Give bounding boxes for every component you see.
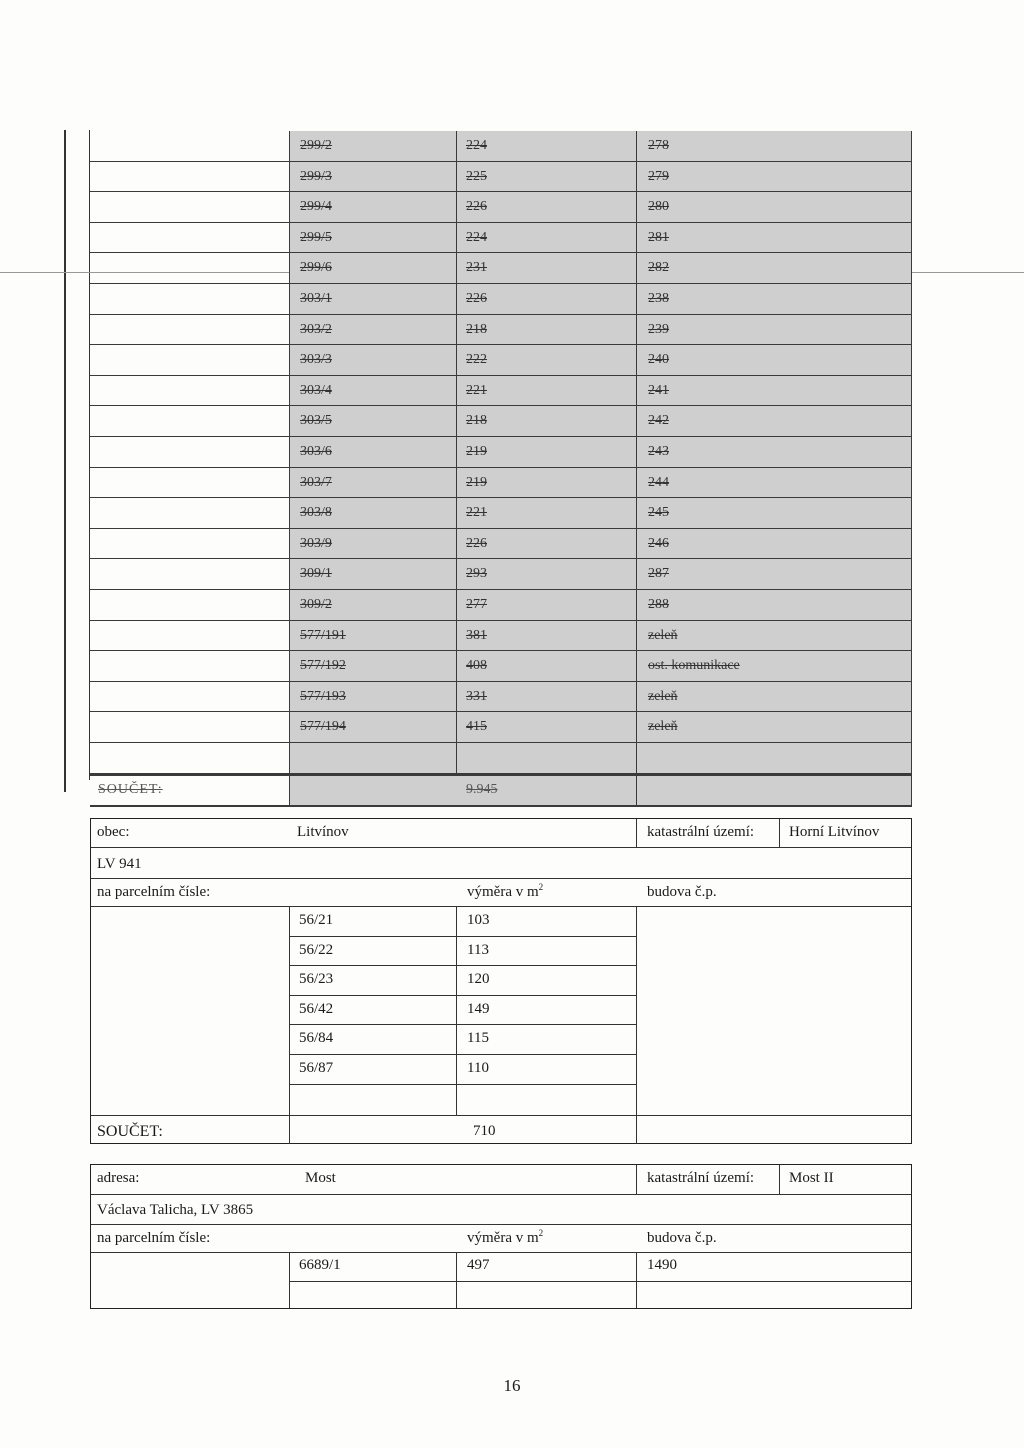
col-divider (911, 529, 912, 559)
parcel-number: 303/4 (300, 382, 332, 398)
col-divider (911, 253, 912, 283)
col-divider (289, 315, 290, 345)
col-divider (289, 529, 290, 559)
area-value: 231 (466, 260, 487, 276)
col-divider (636, 223, 637, 253)
struck-table-row (90, 284, 912, 315)
struck-table-row (90, 345, 912, 376)
grey-fill (289, 743, 912, 773)
parcel-number: 299/3 (300, 168, 332, 184)
parcel-label: na parcelním čísle: (97, 1230, 211, 1246)
parcel-number: 303/5 (300, 413, 332, 429)
col-divider (289, 437, 290, 467)
col-divider (636, 1165, 637, 1194)
struck-empty-row (90, 743, 912, 774)
area-value: 218 (466, 413, 487, 429)
col-divider (636, 162, 637, 192)
area-value: 218 (466, 321, 487, 337)
parcel-number: 56/23 (299, 971, 334, 988)
col-divider (636, 819, 637, 847)
col-divider (779, 1165, 780, 1194)
area-value: 497 (467, 1257, 490, 1273)
usage-value: 280 (648, 199, 669, 215)
usage-value: 240 (648, 352, 669, 368)
area-label-text: výměra v m (467, 884, 539, 900)
col-divider (779, 819, 780, 847)
parcel-number: 299/5 (300, 229, 332, 245)
lv-number: LV 941 (97, 856, 142, 872)
col-divider (636, 315, 637, 345)
col-divider (636, 131, 637, 161)
col-divider (911, 682, 912, 712)
area-value: 221 (466, 505, 487, 521)
area-value: 226 (466, 290, 487, 306)
col-divider (636, 907, 637, 1115)
parcel-number: 299/4 (300, 199, 332, 215)
litvinov-row (289, 1025, 636, 1055)
usage-value: 278 (648, 138, 669, 153)
struck-table-row (90, 162, 912, 193)
col-divider (911, 776, 912, 805)
usage-value: 288 (648, 596, 669, 612)
area-value: 222 (466, 352, 487, 368)
struck-table-row (90, 559, 912, 590)
col-divider (911, 131, 912, 161)
usage-value: 244 (648, 474, 669, 490)
struck-table-row (90, 223, 912, 254)
area-value: 415 (466, 719, 487, 735)
col-divider (289, 223, 290, 253)
usage-value: 239 (648, 321, 669, 337)
area-value: 113 (467, 941, 489, 958)
grey-fill (289, 776, 912, 805)
area-label (467, 884, 543, 901)
col-divider (911, 498, 912, 528)
col-divider (289, 284, 290, 314)
area-value: 225 (466, 168, 487, 184)
col-divider (289, 776, 290, 805)
parcel-label: na parcelním čísle: (97, 884, 211, 900)
usage-value: 282 (648, 260, 669, 276)
col-divider (289, 468, 290, 498)
obec-value: Litvínov (297, 824, 349, 840)
col-divider (636, 621, 637, 651)
col-divider (911, 315, 912, 345)
struck-table-row (90, 529, 912, 560)
area-label-sup: 2 (538, 1228, 544, 1238)
struck-table-row (90, 253, 912, 284)
most-row (289, 1253, 911, 1282)
col-divider (911, 162, 912, 192)
col-divider (911, 559, 912, 589)
area-value: 381 (466, 627, 487, 643)
col-divider (636, 253, 637, 283)
parcel-number: 303/3 (300, 352, 332, 368)
struck-table-row (90, 192, 912, 223)
litvinov-sum-row (91, 1116, 911, 1144)
ku-value: Most II (789, 1170, 834, 1186)
usage-value: 241 (648, 382, 669, 398)
area-value: 224 (466, 138, 487, 153)
col-divider (911, 621, 912, 651)
lv-row (91, 848, 911, 879)
parcel-number: 299/2 (300, 138, 332, 153)
area-value: 103 (467, 912, 490, 928)
col-divider (911, 743, 912, 773)
col-divider (911, 468, 912, 498)
col-divider (636, 743, 637, 773)
area-value: 293 (466, 566, 487, 582)
building-label: budova č.p. (647, 884, 717, 900)
litvinov-row (289, 937, 636, 967)
struck-table-row (90, 468, 912, 499)
col-divider (289, 682, 290, 712)
col-divider (911, 437, 912, 467)
col-divider (289, 590, 290, 620)
col-divider (289, 621, 290, 651)
area-value: 149 (467, 1000, 490, 1017)
col-divider (289, 376, 290, 406)
col-divider (636, 284, 637, 314)
struck-table-row (90, 682, 912, 713)
struck-parcel-table (90, 131, 912, 807)
col-divider (911, 406, 912, 436)
header-row (91, 819, 911, 848)
parcel-number: 303/7 (300, 474, 332, 490)
area-value: 120 (467, 971, 490, 988)
col-divider (289, 406, 290, 436)
col-divider (289, 651, 290, 681)
usage-value: zeleň (648, 688, 678, 704)
ku-label: katastrální území: (647, 1170, 755, 1186)
usage-value: 243 (648, 443, 669, 459)
parcel-number: 299/6 (300, 260, 332, 276)
area-value: 226 (466, 535, 487, 551)
col-divider (636, 468, 637, 498)
usage-value: 281 (648, 229, 669, 245)
parcel-number: 577/193 (300, 688, 346, 704)
col-divider (636, 712, 637, 742)
struck-table-row (90, 315, 912, 346)
col-divider (289, 498, 290, 528)
col-divider (289, 345, 290, 375)
area-label-sup: 2 (538, 882, 544, 892)
col-divider (289, 1116, 290, 1144)
col-divider (636, 437, 637, 467)
parcel-number: 309/1 (300, 566, 332, 582)
col-divider (636, 590, 637, 620)
litvinov-sum-value: 710 (473, 1123, 496, 1139)
col-divider (289, 253, 290, 283)
parcel-number: 56/87 (299, 1060, 334, 1076)
col-divider (636, 192, 637, 222)
address-label: adresa: (97, 1170, 140, 1186)
usage-value: 245 (648, 505, 669, 521)
usage-value: zeleň (648, 627, 678, 643)
parcel-number: 56/42 (299, 1000, 334, 1017)
usage-value: 238 (648, 290, 669, 306)
building-label: budova č.p. (647, 1230, 717, 1246)
area-value: 110 (467, 1060, 489, 1076)
header-row (91, 1165, 911, 1195)
struck-table-row (90, 590, 912, 621)
col-divider (289, 192, 290, 222)
usage-value: ost. komunikace (648, 658, 740, 674)
area-value: 226 (466, 199, 487, 215)
col-divider (636, 498, 637, 528)
col-divider (636, 376, 637, 406)
street-lv: Václava Talicha, LV 3865 (97, 1202, 254, 1218)
struck-sum-row (90, 774, 912, 807)
col-divider (911, 223, 912, 253)
parcel-number: 303/6 (300, 443, 332, 459)
usage-value: zeleň (648, 719, 678, 735)
struck-sum-value: 9.945 (466, 781, 498, 797)
parcel-number: 303/9 (300, 535, 332, 551)
parcel-number: 303/2 (300, 321, 332, 337)
area-value: 277 (466, 596, 487, 612)
obec-label: obec: (97, 824, 130, 840)
usage-value: 242 (648, 413, 669, 429)
page-number: 16 (503, 1376, 521, 1395)
column-header-row (91, 879, 911, 907)
parcel-number: 56/21 (299, 912, 334, 928)
area-value: 224 (466, 229, 487, 245)
area-label-text: výměra v m (467, 1230, 539, 1246)
col-divider (289, 743, 290, 773)
col-divider (911, 712, 912, 742)
struck-table-row (90, 406, 912, 437)
usage-value: 287 (648, 566, 669, 582)
area-value: 408 (466, 658, 487, 674)
area-value: 331 (466, 688, 487, 704)
parcel-number: 56/84 (299, 1030, 334, 1047)
struck-table-row (90, 131, 912, 162)
parcel-number: 56/22 (299, 941, 334, 958)
most-body (91, 1253, 911, 1308)
struck-table-row (90, 498, 912, 529)
col-divider (911, 590, 912, 620)
area-value: 115 (467, 1030, 489, 1047)
parcel-number: 303/8 (300, 505, 332, 521)
col-divider (636, 682, 637, 712)
col-divider (636, 1116, 637, 1144)
col-divider (636, 559, 637, 589)
litvinov-row (289, 966, 636, 996)
parcel-number: 577/194 (300, 719, 346, 735)
struck-sum-label: SOUČET: (98, 781, 163, 797)
parcel-number: 303/1 (300, 290, 332, 306)
col-divider (636, 651, 637, 681)
col-divider (911, 651, 912, 681)
col-divider (911, 192, 912, 222)
building-number: 1490 (647, 1257, 677, 1273)
street-row (91, 1195, 911, 1225)
struck-table-row (90, 651, 912, 682)
area-value: 219 (466, 474, 487, 490)
col-divider (289, 712, 290, 742)
litvinov-row (289, 1055, 636, 1085)
struck-table-row (90, 376, 912, 407)
struck-table-rows (90, 131, 912, 743)
area-value: 219 (466, 443, 487, 459)
parcel-number: 6689/1 (299, 1257, 341, 1273)
col-divider (636, 776, 637, 805)
col-divider (289, 162, 290, 192)
col-divider (289, 131, 290, 161)
col-divider (289, 559, 290, 589)
col-divider (636, 406, 637, 436)
col-divider (911, 284, 912, 314)
parcel-number: 309/2 (300, 596, 332, 612)
col-divider (456, 743, 457, 773)
ku-label: katastrální území: (647, 824, 755, 840)
litvinov-sum-label: SOUČET: (97, 1123, 163, 1140)
col-divider (911, 376, 912, 406)
ku-value: Horní Litvínov (789, 824, 880, 840)
area-value: 221 (466, 382, 487, 398)
parcel-number: 577/191 (300, 627, 346, 643)
parcel-number: 577/192 (300, 658, 346, 674)
usage-value: 279 (648, 168, 669, 184)
margin-line-outer (64, 130, 66, 792)
address-value: Most (305, 1170, 336, 1186)
column-header-row (91, 1225, 911, 1253)
litvinov-row (289, 996, 636, 1026)
most-table (90, 1164, 912, 1309)
struck-table-row (90, 712, 912, 743)
litvinov-table (90, 818, 912, 1144)
area-label (467, 1230, 543, 1247)
col-divider (636, 345, 637, 375)
col-divider (911, 345, 912, 375)
litvinov-row (289, 907, 636, 937)
usage-value: 246 (648, 535, 669, 551)
col-divider (636, 529, 637, 559)
struck-table-row (90, 621, 912, 652)
litvinov-body (91, 907, 911, 1116)
struck-table-row (90, 437, 912, 468)
